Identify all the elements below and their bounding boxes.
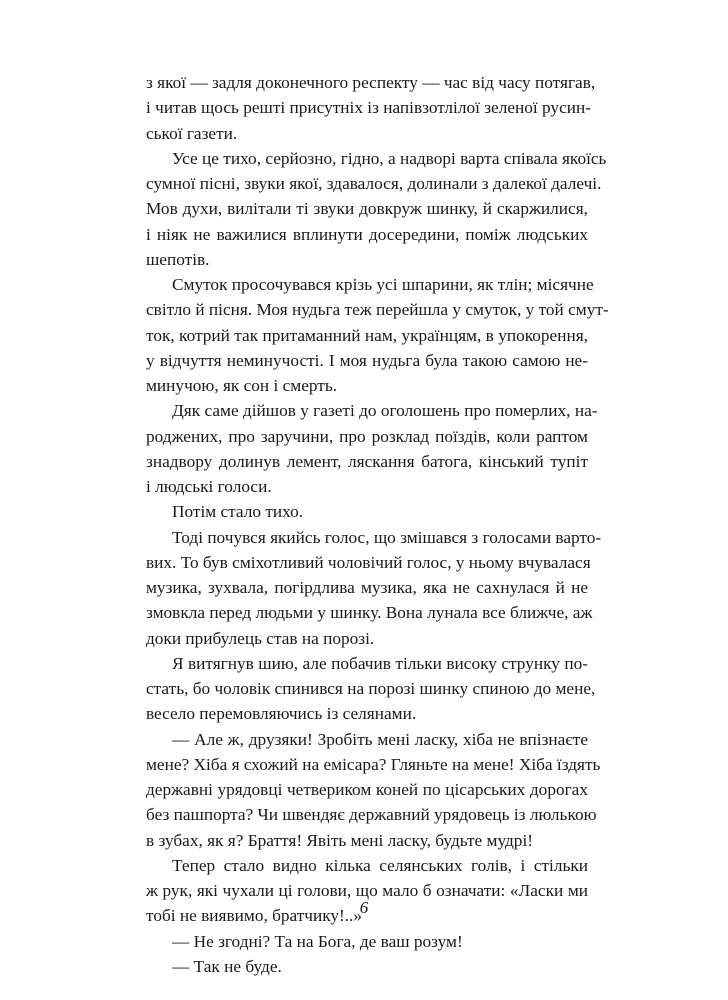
text-line: і ніяк не важилися вплинути досередини, поміж людських — [146, 224, 588, 244]
text-line: у відчуття неминучості. І моя нудьга була такою самою не- — [146, 350, 588, 370]
text-line: роджених, про заручини, про розклад поїздів, коли раптом — [146, 426, 588, 446]
text-line: ж рук, які чухали ці голови, що мало б означати: «Ласки ми — [146, 881, 588, 900]
text-line: світло й пісня. Моя нудьга теж перейшла у смуток, у той смут- — [146, 300, 609, 320]
page-number: 6 — [359, 898, 369, 917]
text-line: Дяк саме дійшов у газеті до оголошень про померлих, на- — [172, 401, 598, 421]
text-line: ської газети. — [146, 123, 238, 143]
text-line: вих. То був сміхотливий чоловічий голос, у ньому вчувалася — [146, 552, 591, 572]
text-line: знадвору долинув лемент, ляскання батога, кінський тупіт — [146, 451, 588, 471]
text-line: — Так не буде. — [172, 956, 282, 976]
text-line: з якої — задля доконечного респекту — час від часу потягав, — [146, 73, 596, 92]
text-line: Тоді почувся якийсь голос, що змішався з голосами варто- — [172, 527, 602, 547]
text-line: тобі не виявимо, братчику!..» — [146, 906, 363, 926]
text-line: ток, котрий так притаманний нам, українцям, в упокорення, — [146, 325, 588, 345]
text-line: державні урядовці четвериком коней по цісарських дорогах — [146, 780, 588, 799]
text-line: Я витягнув шию, але побачив тільки високу струнку по- — [172, 653, 588, 673]
text-line: Тепер стало видно кілька селянських голів, і стільки — [172, 855, 588, 875]
text-line: музика, зухвала, погірдлива музика, яка не сахнулася й не — [146, 578, 588, 597]
text-line: минучою, як сон і смерть. — [146, 376, 338, 395]
text-line: доки прибулець став на порозі. — [146, 628, 375, 648]
text-line: — Не згодні? Та на Бога, де ваш розум! — [172, 931, 463, 951]
text-line: шепотів. — [146, 249, 210, 269]
text-line: весело перемовляючись із селянами. — [146, 704, 417, 724]
text-line: Потім стало тихо. — [172, 502, 304, 522]
text-line: змовкла перед людьми у шинку. Вона лунала все ближче, аж — [146, 603, 593, 623]
text-line: без пашпорта? Чи швендяє державний урядовець із люлькою — [146, 805, 597, 825]
text-line: Усе це тихо, серйозно, гідно, а надворі варта співала якоїсь — [172, 148, 607, 168]
text-line: стать, бо чоловік спинився на порозі шинку спиною до мене, — [146, 679, 596, 698]
text-line: Мов духи, вилітали ті звуки довкруж шинку, й скаржилися, — [146, 199, 588, 219]
page-text — [146, 70, 609, 979]
text-line: Смуток просочувався крізь усі шпарини, як тлін; місячне — [172, 275, 594, 294]
text-line: і читав щось решті присутніх із напівзотлілої зеленої русин- — [146, 98, 591, 118]
text-line: — Але ж, друзяки! Зробіть мені ласку, хіба не впізнаєте — [172, 729, 588, 749]
text-line: мене? Хіба я схожий на емісара? Гляньте на мене! Хіба їздять — [146, 754, 601, 774]
text-line: і людські голоси. — [146, 477, 272, 496]
text-line: сумної пісні, звуки якої, здавалося, долинали з далекої далечі. — [146, 174, 602, 193]
text-line: в зубах, як я? Браття! Явіть мені ласку, будьте мудрі! — [146, 830, 533, 850]
